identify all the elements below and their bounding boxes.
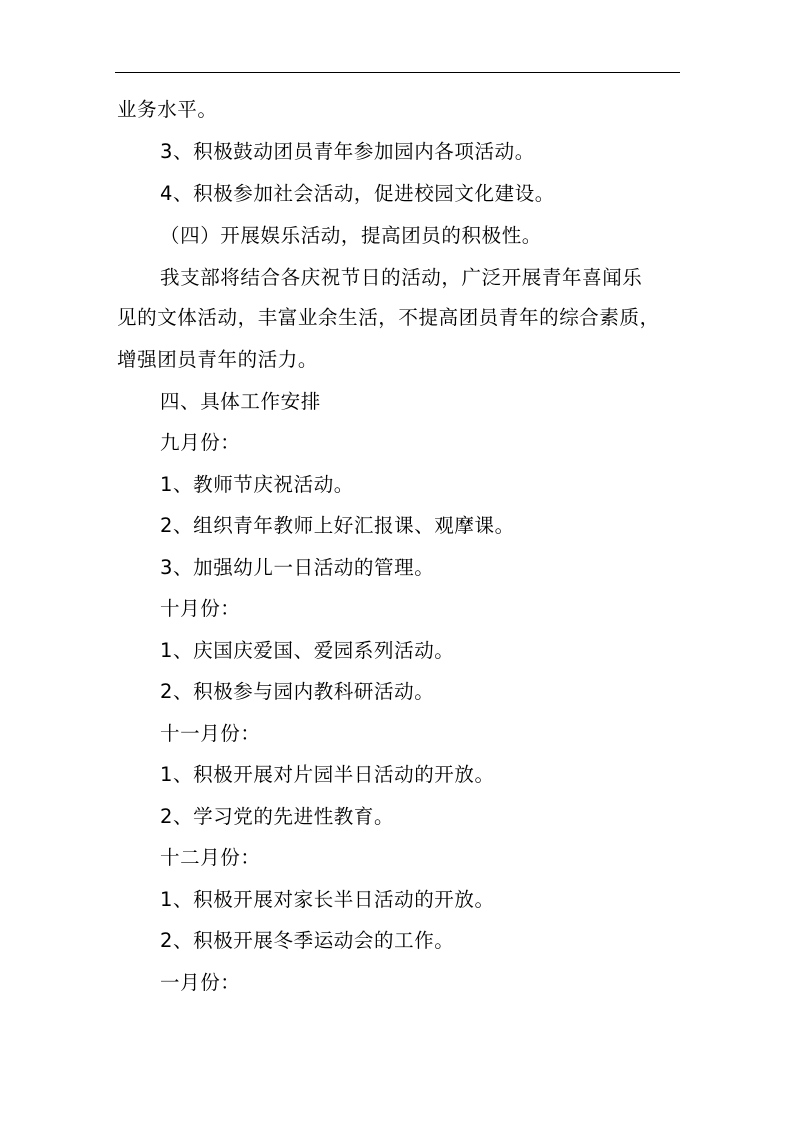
paragraph: 3、积极鼓动团员青年参加园内各项活动。	[160, 140, 535, 163]
list-item: 2、积极参与园内教科研活动。	[160, 680, 435, 703]
header-rule	[115, 72, 680, 73]
paragraph: 我支部将结合各庆祝节日的活动，广泛开展青年喜闻乐	[160, 266, 643, 289]
month-heading: 十二月份：	[160, 846, 261, 869]
list-item: 2、组织青年教师上好汇报课、观摩课。	[160, 514, 515, 537]
section-heading: （四）开展娱乐活动，提高团员的积极性。	[160, 224, 542, 247]
list-item: 1、教师节庆祝活动。	[160, 473, 354, 496]
paragraph-continuation: 业务水平。	[117, 98, 218, 121]
month-heading: 十一月份：	[160, 722, 261, 745]
month-heading: 十月份：	[160, 597, 241, 620]
month-heading: 九月份：	[160, 431, 241, 454]
list-item: 2、积极开展冬季运动会的工作。	[160, 929, 455, 952]
list-item: 1、积极开展对片园半日活动的开放。	[160, 763, 495, 786]
list-item: 3、加强幼儿一日活动的管理。	[160, 556, 435, 579]
paragraph-continuation: 见的文体活动，丰富业余生活，不提高团员青年的综合素质，	[117, 306, 660, 329]
month-heading: 一月份：	[160, 971, 241, 994]
paragraph-continuation: 增强团员青年的活力。	[117, 348, 319, 371]
list-item: 1、庆国庆爱国、爱园系列活动。	[160, 639, 455, 662]
paragraph: 4、积极参加社会活动，促进校园文化建设。	[160, 182, 555, 205]
list-item: 1、积极开展对家长半日活动的开放。	[160, 888, 495, 911]
list-item: 2、学习党的先进性教育。	[160, 805, 395, 828]
section-heading: 四、具体工作安排	[160, 390, 321, 413]
